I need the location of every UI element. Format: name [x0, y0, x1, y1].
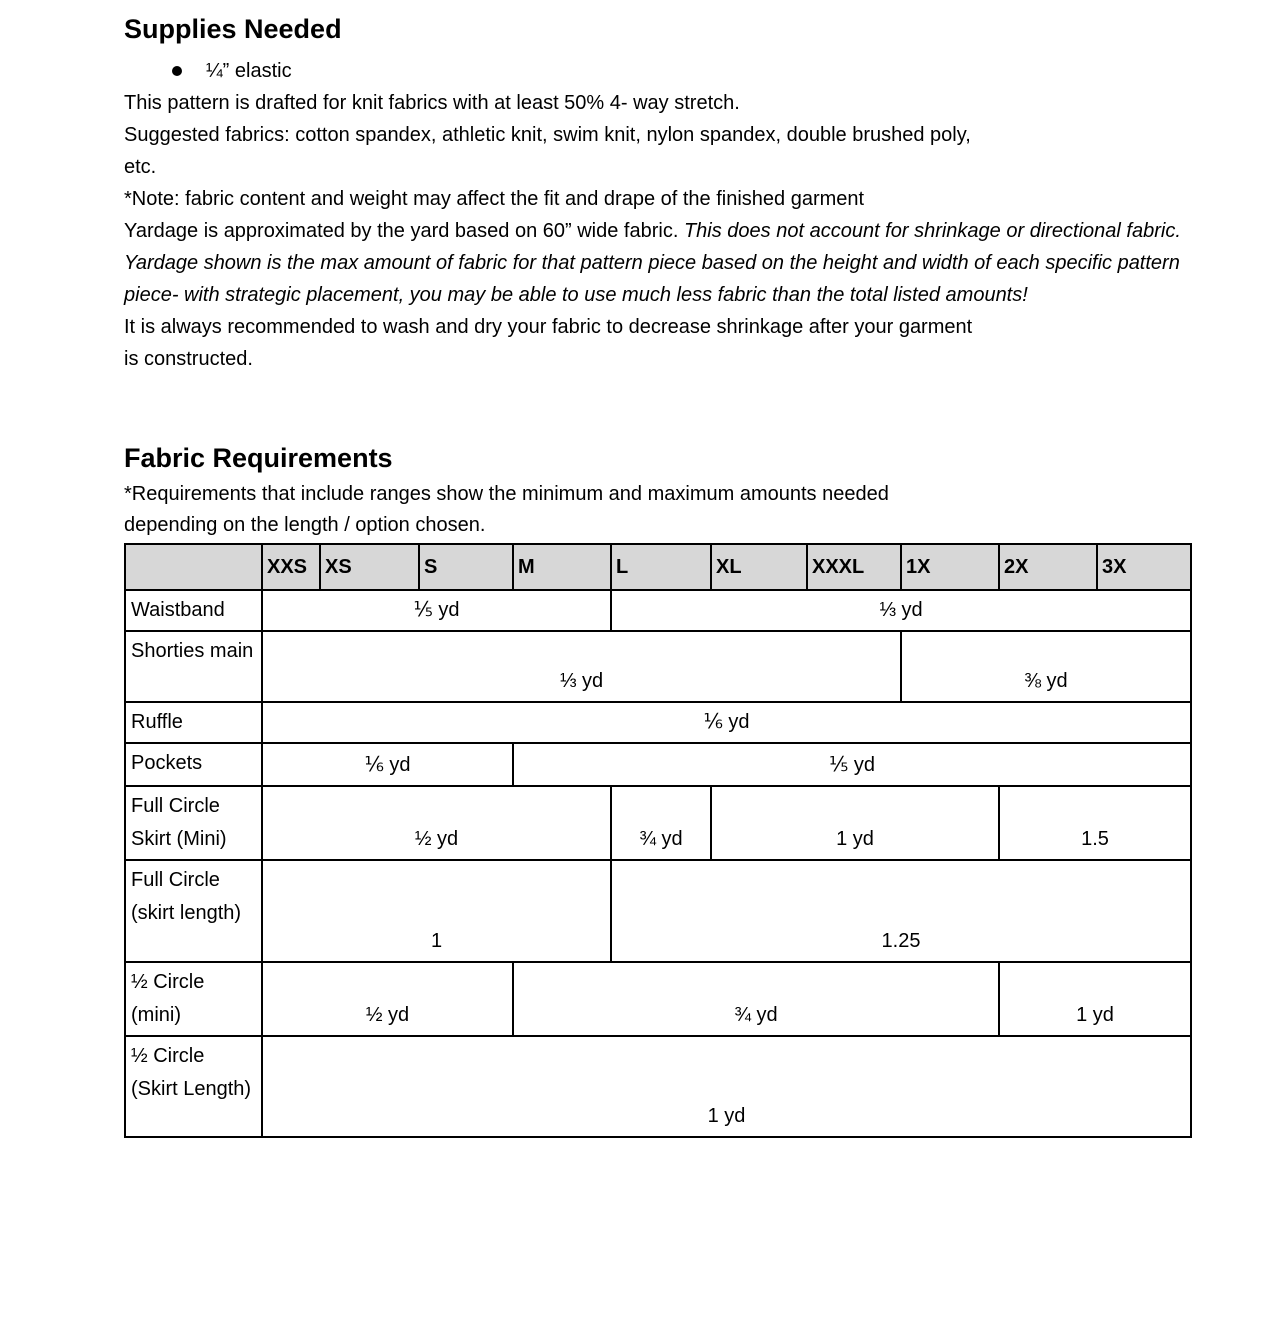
yardage-cell: 1	[262, 860, 611, 962]
yardage-cell: 1.5	[999, 786, 1191, 860]
yardage-cell: ¾ yd	[513, 962, 999, 1036]
table-row	[125, 702, 1191, 743]
corner-header-cell	[125, 544, 262, 590]
wash-line: is constructed.	[124, 348, 253, 370]
yardage-cell: ⅓ yd	[611, 590, 1191, 631]
requirements-note-line: depending on the length / option chosen.	[124, 514, 486, 536]
yardage-paragraph	[124, 215, 1190, 311]
supplies-heading: Supplies Needed	[124, 14, 342, 44]
supplies-item-text: ¼” elastic	[206, 60, 292, 82]
yardage-cell: ⅙ yd	[262, 702, 1191, 743]
row-label: Full Circle Skirt (Mini)	[125, 786, 262, 860]
fabric-requirements-heading: Fabric Requirements	[124, 443, 393, 473]
fabric-info-line: This pattern is drafted for knit fabrics with at least 50% 4- way stretch.	[124, 92, 740, 114]
supplies-list	[124, 55, 1190, 87]
fabric-info-paragraph	[124, 87, 1190, 215]
supplies-list-item	[124, 55, 1190, 87]
yardage-cell: ⅕ yd	[513, 743, 1191, 786]
row-label: ½ Circle (Skirt Length)	[125, 1036, 262, 1137]
yardage-cell: ½ yd	[262, 786, 611, 860]
size-column-header-s: S	[419, 544, 513, 590]
size-column-header-xs: XS	[320, 544, 419, 590]
yardage-cell: 1 yd	[999, 962, 1191, 1036]
size-column-header-2x: 2X	[999, 544, 1097, 590]
size-column-header-xxxl: XXXL	[807, 544, 901, 590]
table-row	[125, 1036, 1191, 1137]
row-label: Shorties main	[125, 631, 262, 702]
fabric-info-line: *Note: fabric content and weight may affect the fit and drape of the finished garment	[124, 188, 865, 210]
requirements-note	[124, 479, 1190, 541]
yardage-italic-text: This does not account for shrinkage or directional fabric. Yardage shown is the max amount of fabric for that pattern piece based on the height and width of each specific pattern piece- with strategic placement, you may be able to use much less fabric than the total listed amounts!	[124, 220, 1181, 306]
size-column-header-xxs: XXS	[262, 544, 320, 590]
size-column-header-xl: XL	[711, 544, 807, 590]
fabric-info-line: etc.	[124, 156, 157, 178]
size-column-header-m: M	[513, 544, 611, 590]
yardage-normal-text: Yardage is approximated by the yard based on 60” wide fabric.	[124, 220, 684, 242]
wash-paragraph	[124, 311, 1190, 375]
yardage-cell: ⅙ yd	[262, 743, 513, 786]
yardage-cell: ⅜ yd	[901, 631, 1191, 702]
table-row	[125, 786, 1191, 860]
row-label: Pockets	[125, 743, 262, 786]
table-row	[125, 631, 1191, 702]
yardage-cell: ⅓ yd	[262, 631, 901, 702]
row-label: ½ Circle (mini)	[125, 962, 262, 1036]
yardage-cell: 1 yd	[711, 786, 999, 860]
size-header-row	[125, 544, 1191, 590]
fabric-info-line: Suggested fabrics: cotton spandex, athletic knit, swim knit, nylon spandex, double brushed poly,	[124, 124, 971, 146]
size-column-header-1x: 1X	[901, 544, 999, 590]
yardage-cell: 1.25	[611, 860, 1191, 962]
table-row	[125, 962, 1191, 1036]
yardage-cell: ¾ yd	[611, 786, 711, 860]
row-label: Ruffle	[125, 702, 262, 743]
table-row	[125, 860, 1191, 962]
requirements-note-line: *Requirements that include ranges show the minimum and maximum amounts needed	[124, 483, 889, 505]
size-column-header-3x: 3X	[1097, 544, 1191, 590]
bullet-icon	[172, 66, 182, 76]
table-row	[125, 590, 1191, 631]
yardage-cell: ⅕ yd	[262, 590, 611, 631]
wash-line: It is always recommended to wash and dry your fabric to decrease shrinkage after your garment	[124, 316, 973, 338]
yardage-cell: 1 yd	[262, 1036, 1191, 1137]
table-row	[125, 743, 1191, 786]
size-column-header-l: L	[611, 544, 711, 590]
fabric-requirements-table	[124, 543, 1192, 1138]
row-label: Waistband	[125, 590, 262, 631]
yardage-cell: ½ yd	[262, 962, 513, 1036]
row-label: Full Circle (skirt length)	[125, 860, 262, 962]
